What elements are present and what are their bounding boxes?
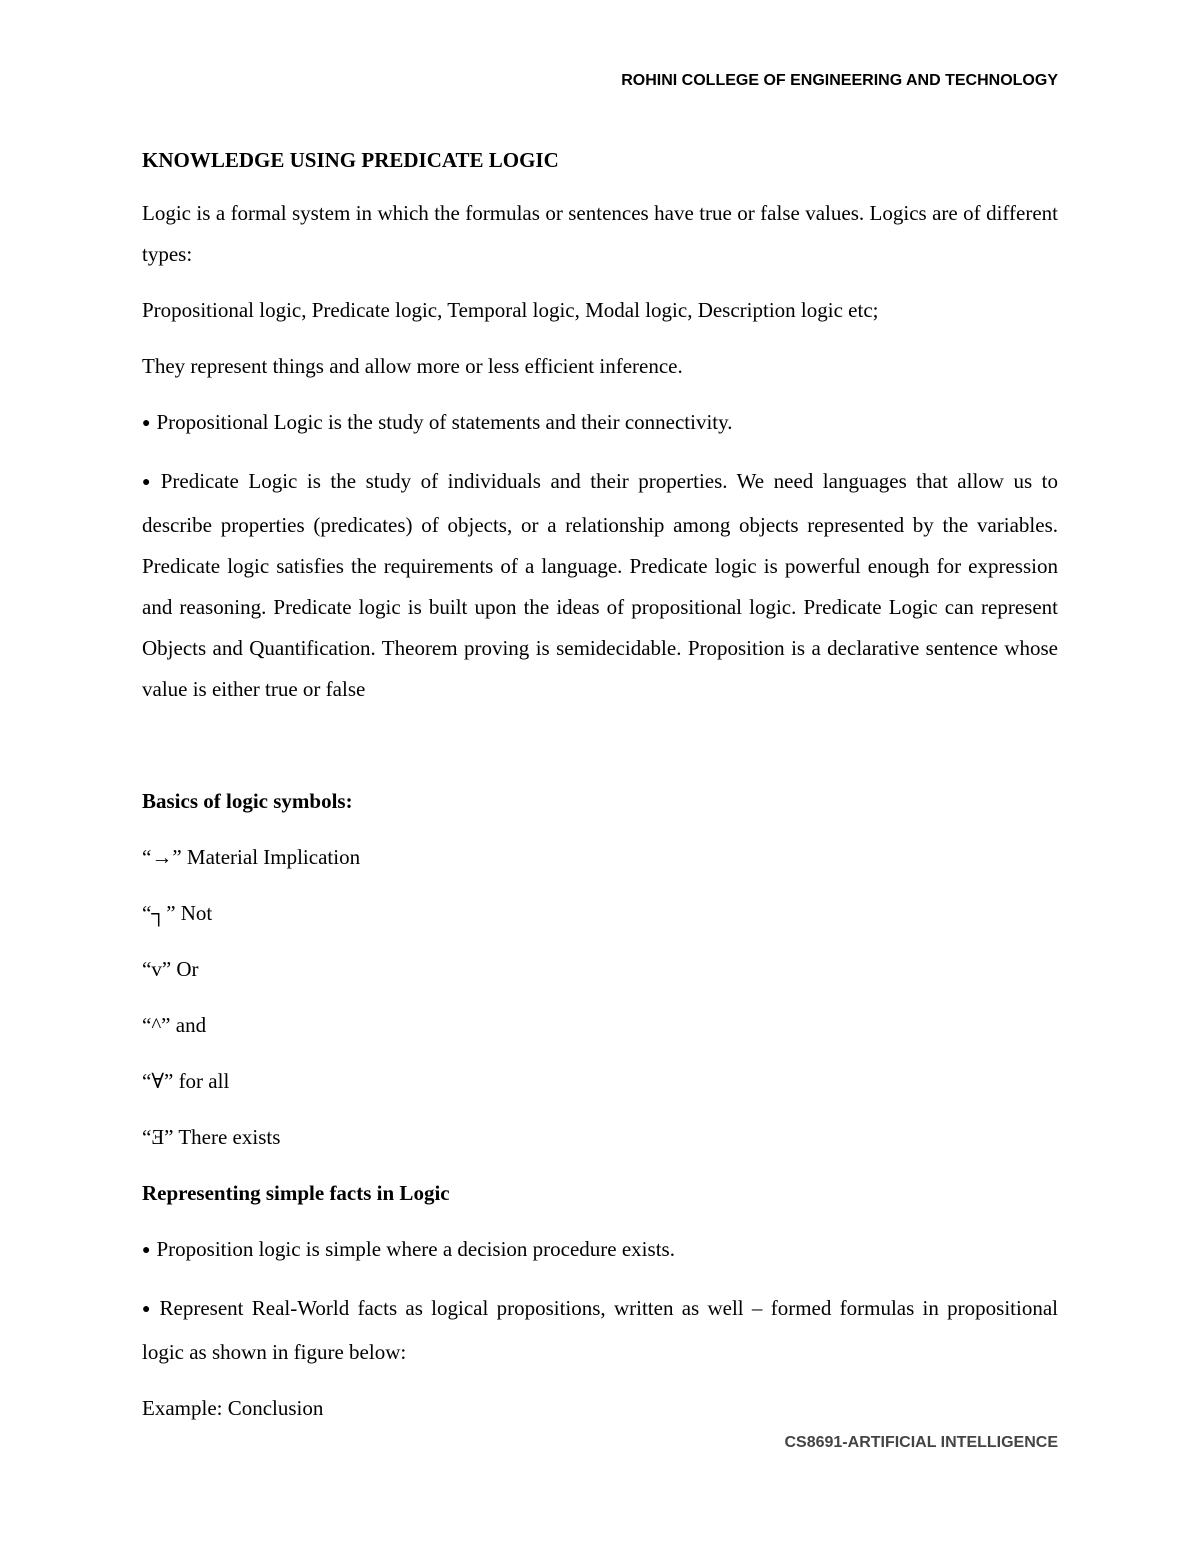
bullet-text: Propositional Logic is the study of statements and their connectivity. xyxy=(156,410,733,434)
symbol-item: “∀” for all xyxy=(142,1069,230,1093)
bullet-text: Represent Real-World facts as logical propositions, written as well – formed formulas in propositional logic as shown in figure below: xyxy=(142,1296,1058,1364)
symbol-item: “→” Material Implication xyxy=(142,845,361,869)
bullet-predicate xyxy=(142,461,1058,710)
page-header: ROHINI COLLEGE OF ENGINEERING AND TECHNOLOGY xyxy=(621,72,1058,89)
page-title: KNOWLEDGE USING PREDICATE LOGIC xyxy=(142,148,559,172)
bullet-propositional xyxy=(142,402,1058,446)
symbols-heading: Basics of logic symbols: xyxy=(142,789,353,813)
document-body xyxy=(142,140,1058,1444)
symbol-item: “^” and xyxy=(142,1013,207,1037)
symbol-item: “Ǝ” There exists xyxy=(142,1125,281,1149)
page-footer: CS8691-ARTIFICIAL INTELLIGENCE xyxy=(784,1434,1058,1451)
intro-paragraph: Logic is a formal system in which the formulas or sentences have true or false values. Logics are of different types: xyxy=(142,201,1058,266)
example-line: Example: Conclusion xyxy=(142,1396,324,1420)
represent-paragraph: They represent things and allow more or less efficient inference. xyxy=(142,354,683,378)
facts-bullet xyxy=(142,1288,1058,1373)
bullet-text: Proposition logic is simple where a decision procedure exists. xyxy=(156,1237,675,1261)
facts-bullet xyxy=(142,1229,1058,1273)
bullet-icon xyxy=(142,410,156,434)
bullet-icon xyxy=(142,1237,156,1261)
symbol-item: “┐” Not xyxy=(142,901,213,925)
facts-heading: Representing simple facts in Logic xyxy=(142,1181,450,1205)
bullet-text: Predicate Logic is the study of individuals and their properties. We need languages that allow us to describe properties (predicates) of objects, or a relationship among objects represented by the variables. Predicate logic satisfies the requirements of a language. Predicate logic is powerful enough for expression and reasoning. Predicate logic is built upon the ideas of propositional logic. Predicate Logic can represent Objects and Quantification. Theorem proving is semidecidable. Proposition is a declarative sentence whose value is either true or false xyxy=(142,469,1058,701)
bullet-icon xyxy=(142,1296,160,1320)
blank-space xyxy=(142,725,1058,781)
symbol-item: “v” Or xyxy=(142,957,199,981)
bullet-icon xyxy=(142,469,161,493)
logic-types-paragraph: Propositional logic, Predicate logic, Temporal logic, Modal logic, Description logic etc; xyxy=(142,298,879,322)
